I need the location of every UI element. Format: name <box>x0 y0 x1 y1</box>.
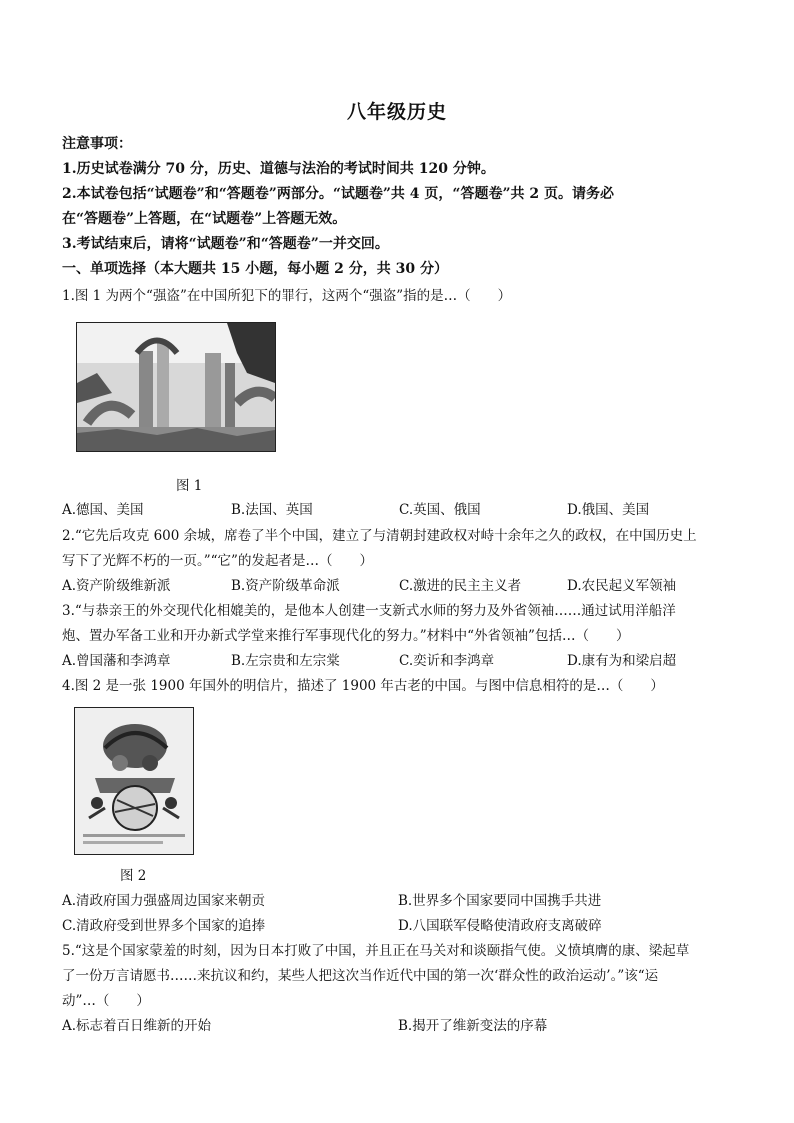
q4-figure-caption: 图 2 <box>120 868 147 884</box>
q4-option-a: A.清政府国力强盛周边国家来朝贡 <box>62 893 266 909</box>
q5-stem-line-3: 动”…（ ） <box>62 993 150 1009</box>
q2-option-d: D.农民起义军领袖 <box>567 578 677 594</box>
q2-stem-line-2: 写下了光辉不朽的一页。”“它”的发起者是…（ ） <box>62 553 373 569</box>
q1-stem: 1.图 1 为两个“强盗”在中国所犯下的罪行，这两个“强盗”指的是…（ ） <box>62 288 512 304</box>
notice-item-2-cont: 在“答题卷”上答题，在“试题卷”上答题无效。 <box>62 211 347 227</box>
section-heading: 一、单项选择（本大题共 15 小题，每小题 2 分，共 30 分） <box>62 261 448 277</box>
q1-option-b: B.法国、英国 <box>231 502 313 518</box>
q1-option-d: D.俄国、美国 <box>567 502 650 518</box>
page-title: 八年级历史 <box>346 101 447 123</box>
q4-option-c: C.清政府受到世界多个国家的追捧 <box>62 918 266 934</box>
q1-figure-photo <box>76 322 276 452</box>
q3-option-c: C.奕䜣和李鸿章 <box>399 653 495 669</box>
notice-item-2: 2.本试卷包括“试题卷”和“答题卷”两部分。“试题卷”共 4 页，“答题卷”共 2 页。请务必 <box>62 186 615 202</box>
q3-option-b: B.左宗贵和左宗棠 <box>231 653 340 669</box>
q2-stem-line-1: 2.“它先后攻克 600 余城，席卷了半个中国，建立了与清朝封建政权对峙十余年之久的政权，在中国历史上 <box>62 528 697 544</box>
q4-stem: 4.图 2 是一张 1900 年国外的明信片，描述了 1900 年古老的中国。与图中信息相符的是…（ ） <box>62 678 664 694</box>
q1-figure-caption: 图 1 <box>176 478 203 494</box>
q3-stem-line-1: 3.“与恭亲王的外交现代化相媲美的，是他本人创建一支新式水师的努力及外省领袖……通过试用洋船洋 <box>62 603 676 619</box>
notice-heading: 注意事项： <box>62 136 132 152</box>
q4-figure-postcard <box>74 707 194 855</box>
q1-option-a: A.德国、美国 <box>62 502 144 518</box>
postcard-illustration <box>75 708 193 854</box>
notice-item-1: 1.历史试卷满分 70 分，历史、道德与法治的考试时间共 120 分钟。 <box>62 161 495 177</box>
q5-stem-line-2: 了一份万言请愿书……来抗议和约，某些人把这次当作近代中国的第一次‘群众性的政治运动’。”该“运 <box>62 968 659 984</box>
q1-option-c: C.英国、俄国 <box>399 502 481 518</box>
q5-option-a: A.标志着百日维新的开始 <box>62 1018 212 1034</box>
q3-option-a: A.曾国藩和李鸿章 <box>62 653 171 669</box>
q3-stem-line-2: 炮、置办军备工业和开办新式学堂来推行军事现代化的努力。”材料中“外省领袖”包括…（ ） <box>62 628 630 644</box>
q2-option-b: B.资产阶级革命派 <box>231 578 340 594</box>
q5-option-b: B.揭开了维新变法的序幕 <box>398 1018 548 1034</box>
q4-option-d: D.八国联军侵略使清政府支离破碎 <box>398 918 602 934</box>
q2-option-c: C.激进的民主主义者 <box>399 578 522 594</box>
q5-stem-line-1: 5.“这是个国家蒙羞的时刻，因为日本打败了中国，并且正在马关对和谈颐指气使。义愤填膺的康、梁起草 <box>62 943 690 959</box>
q3-option-d: D.康有为和梁启超 <box>567 653 677 669</box>
ruins-photo-illustration <box>77 323 275 451</box>
q4-option-b: B.世界多个国家要同中国携手共进 <box>398 893 602 909</box>
notice-item-3: 3.考试结束后，请将“试题卷”和“答题卷”一并交回。 <box>62 236 389 252</box>
q2-option-a: A.资产阶级维新派 <box>62 578 171 594</box>
